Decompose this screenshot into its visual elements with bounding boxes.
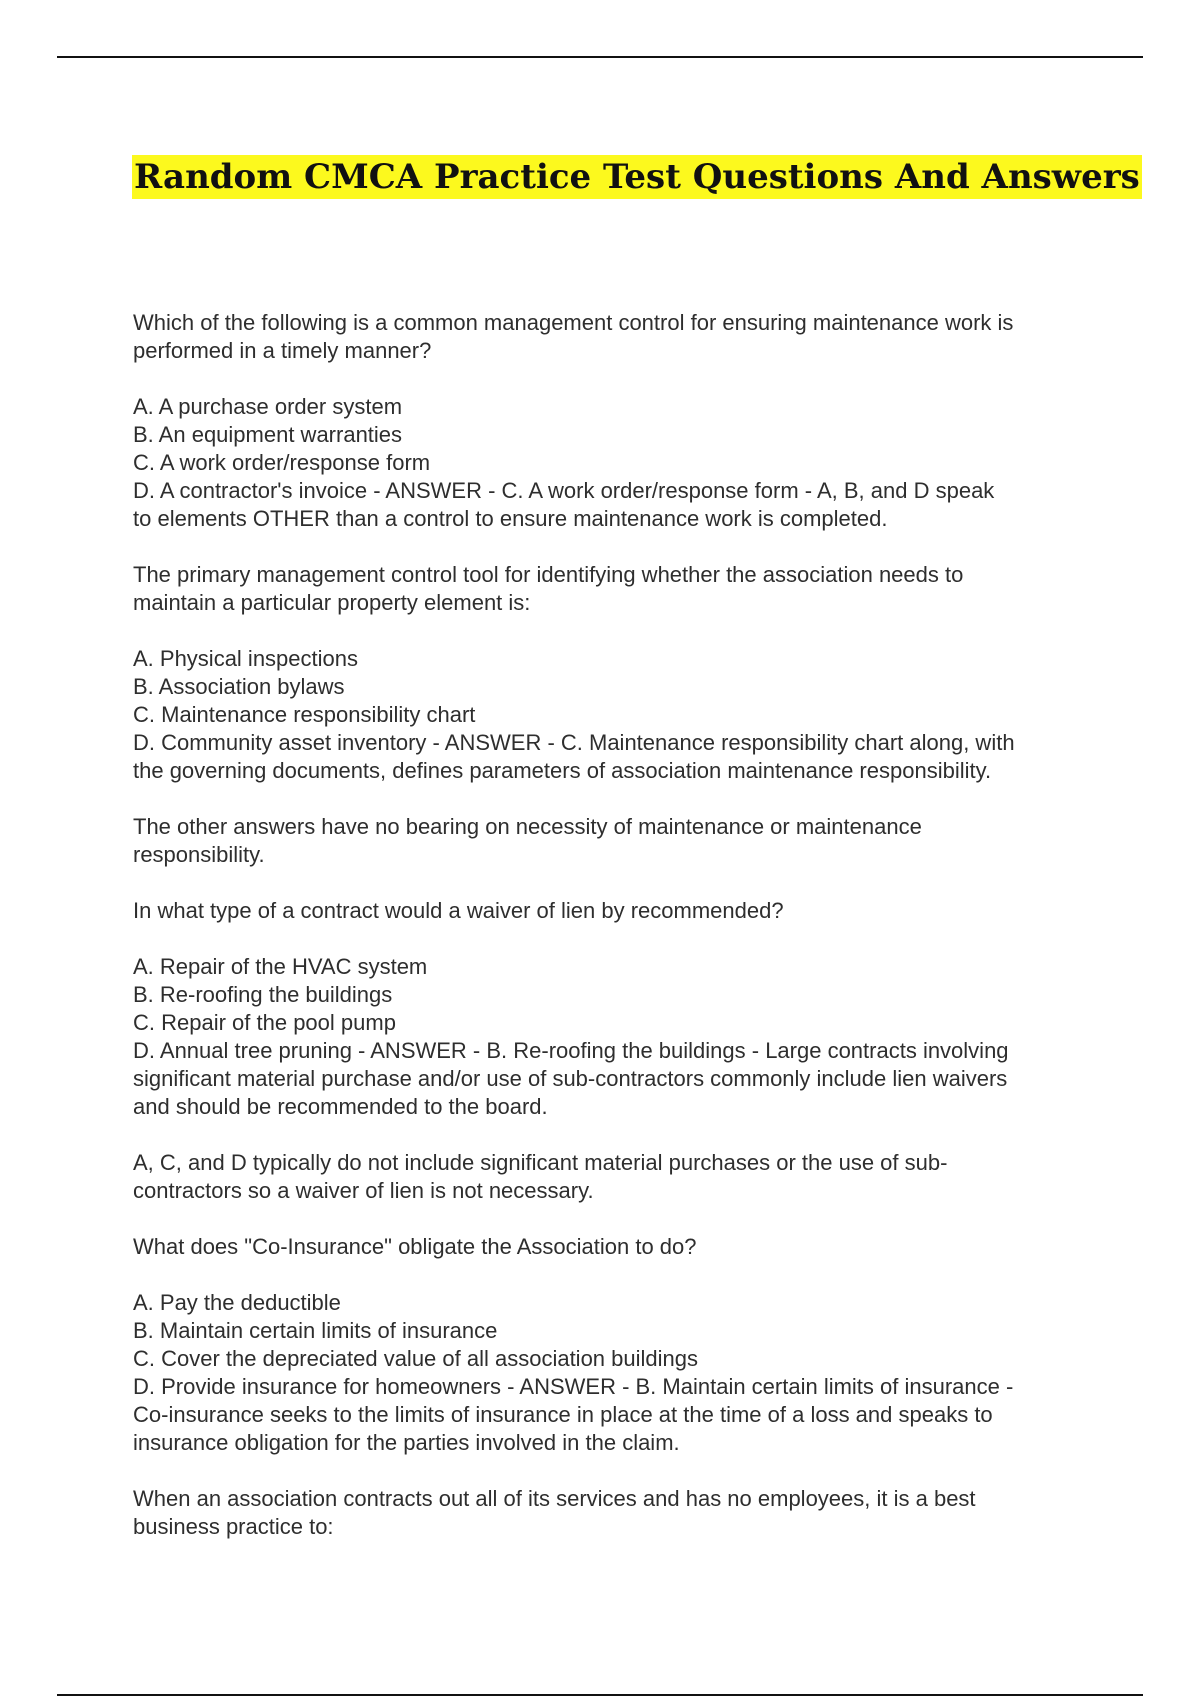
- text-line: When an association contracts out all of its services and has no employees, it is a best: [133, 1486, 976, 1511]
- question-1: [133, 309, 1118, 365]
- options-4: [133, 1289, 1118, 1457]
- text-line: business practice to:: [133, 1514, 334, 1539]
- document-title: Random CMCA Practice Test Questions And Answers: [134, 157, 1140, 197]
- option-b: B. Association bylaws: [133, 674, 345, 699]
- text-line: maintain a particular property element is:: [133, 590, 531, 615]
- text-line: contractors so a waiver of lien is not necessary.: [133, 1178, 594, 1203]
- text-line: and should be recommended to the board.: [133, 1094, 548, 1119]
- option-a: A. Repair of the HVAC system: [133, 954, 428, 979]
- option-c: C. A work order/response form: [133, 450, 431, 475]
- explanation-3: [133, 1149, 1118, 1205]
- text-line: significant material purchase and/or use of sub-contractors commonly include lien waivers: [133, 1066, 1008, 1091]
- option-d-answer: D. Provide insurance for homeowners - ANSWER - B. Maintain certain limits of insurance -: [133, 1374, 1014, 1399]
- text-line: the governing documents, defines parameters of association maintenance responsibility.: [133, 758, 992, 783]
- text-line: insurance obligation for the parties involved in the claim.: [133, 1430, 680, 1455]
- text-line: What does "Co-Insurance" obligate the Association to do?: [133, 1234, 697, 1259]
- option-a: A. Pay the deductible: [133, 1290, 341, 1315]
- option-d-answer: D. Community asset inventory - ANSWER - C. Maintenance responsibility chart along, with: [133, 730, 1015, 755]
- bottom-rule: [57, 1694, 1143, 1696]
- document-body: [133, 309, 1118, 1569]
- text-line: In what type of a contract would a waiver of lien by recommended?: [133, 898, 784, 923]
- option-b: B. Maintain certain limits of insurance: [133, 1318, 498, 1343]
- question-4: [133, 1233, 1118, 1261]
- option-d-answer: D. A contractor's invoice - ANSWER - C. A work order/response form - A, B, and D speak: [133, 478, 995, 503]
- option-d-answer: D. Annual tree pruning - ANSWER - B. Re-roofing the buildings - Large contracts involving: [133, 1038, 1009, 1063]
- options-3: [133, 953, 1118, 1121]
- question-3: [133, 897, 1118, 925]
- option-c: C. Repair of the pool pump: [133, 1010, 396, 1035]
- option-b: B. An equipment warranties: [133, 422, 403, 447]
- options-1: [133, 393, 1118, 533]
- options-2: [133, 645, 1118, 785]
- option-a: A. Physical inspections: [133, 646, 358, 671]
- text-line: to elements OTHER than a control to ensure maintenance work is completed.: [133, 506, 888, 531]
- option-c: C. Cover the depreciated value of all association buildings: [133, 1346, 698, 1371]
- explanation-2: [133, 813, 1118, 869]
- text-line: The primary management control tool for identifying whether the association needs to: [133, 562, 964, 587]
- option-a: A. A purchase order system: [133, 394, 403, 419]
- text-line: Which of the following is a common management control for ensuring maintenance work is: [133, 310, 1014, 335]
- question-5: [133, 1485, 1118, 1541]
- option-c: C. Maintenance responsibility chart: [133, 702, 476, 727]
- question-2: [133, 561, 1118, 617]
- text-line: The other answers have no bearing on necessity of maintenance or maintenance: [133, 814, 922, 839]
- text-line: Co-insurance seeks to the limits of insurance in place at the time of a loss and speaks to: [133, 1402, 993, 1427]
- text-line: responsibility.: [133, 842, 265, 867]
- option-b: B. Re-roofing the buildings: [133, 982, 393, 1007]
- top-rule: [57, 56, 1143, 58]
- text-line: A, C, and D typically do not include significant material purchases or the use of sub-: [133, 1150, 948, 1175]
- text-line: performed in a timely manner?: [133, 338, 432, 363]
